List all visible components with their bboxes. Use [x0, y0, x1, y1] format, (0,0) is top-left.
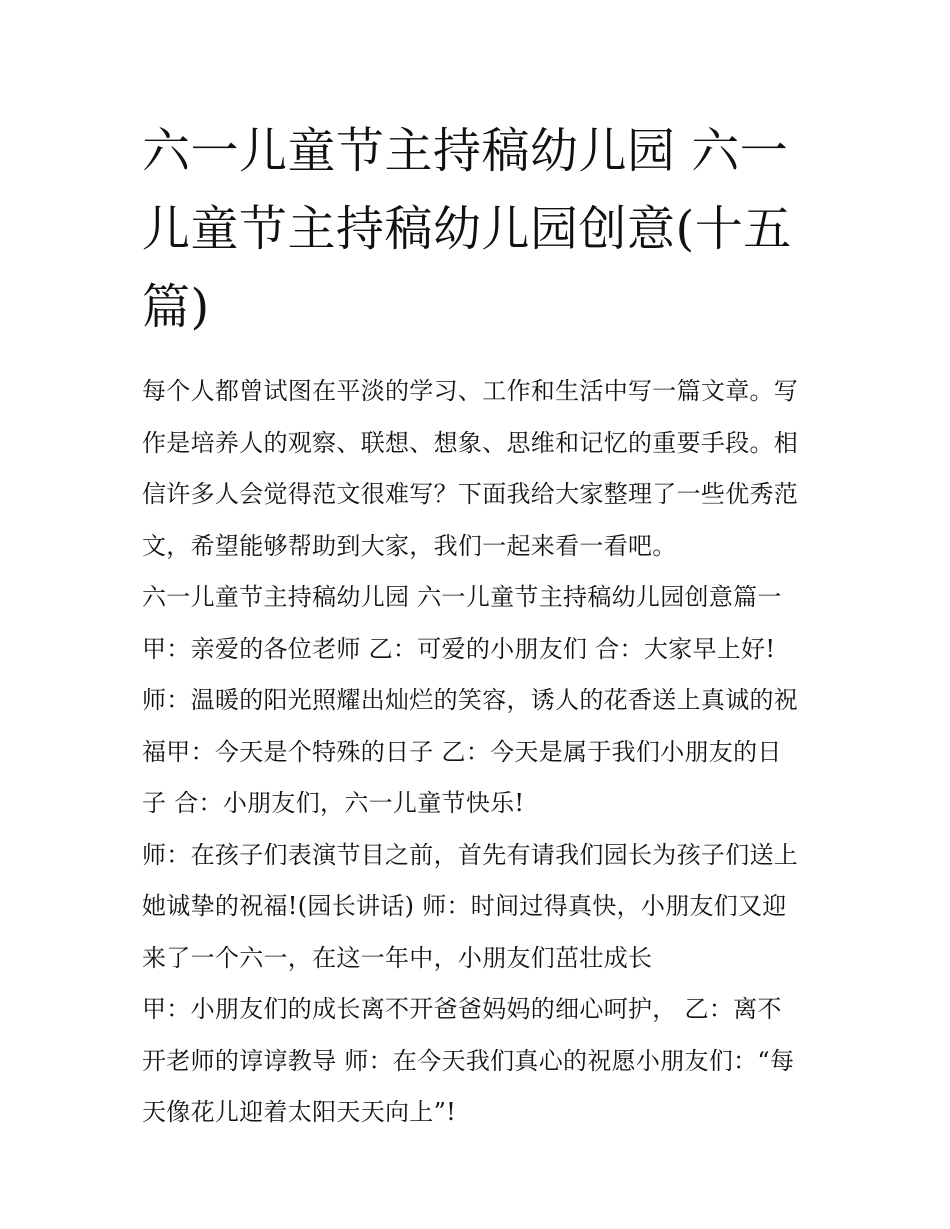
body-line: 开老师的谆谆教导 师：在今天我们真心的祝愿小朋友们：“每 [142, 1046, 795, 1075]
body-line: 信许多人会觉得范文很难写？下面我给大家整理了一些优秀范 [142, 480, 799, 508]
body-line: 子 合：小朋友们，六一儿童节快乐! [142, 789, 525, 817]
body-line: 福甲：今天是个特殊的日子 乙：今天是属于我们小朋友的日 [142, 737, 782, 766]
title-line: 儿童节主持稿幼儿园创意(十五 [142, 201, 792, 257]
body-line: 师：在孩子们表演节目之前，首先有请我们园长为孩子们送上 [142, 840, 799, 869]
body-line: 甲：亲爱的各位老师 乙：可爱的小朋友们 合：大家早上好! [142, 634, 776, 663]
body-line: 文，希望能够帮助到大家，我们一起来看一看吧。 [142, 531, 677, 560]
document-title [142, 112, 814, 346]
body-line: 天像花儿迎着太阳天天向上”! [142, 1098, 457, 1126]
body-line: 作是培养人的观察、联想、想象、思维和记忆的重要手段。相 [142, 428, 799, 457]
title-line: 篇) [142, 279, 210, 335]
body-line: 来了一个六一，在这一年中，小朋友们茁壮成长 [142, 943, 653, 972]
document-body [142, 366, 814, 1139]
body-line: 她诚挚的祝福!(园长讲话) 师：时间过得真快，小朋友们又迎 [142, 892, 787, 920]
body-line: 师：温暖的阳光照耀出灿烂的笑容，诱人的花香送上真诚的祝 [142, 686, 799, 714]
body-line: 每个人都曾试图在平淡的学习、工作和生活中写一篇文章。写 [142, 377, 799, 405]
body-line: 六一儿童节主持稿幼儿园 六一儿童节主持稿幼儿园创意篇一 [142, 583, 782, 611]
body-line: 甲：小朋友们的成长离不开爸爸妈妈的细心呵护， 乙：离不 [142, 995, 782, 1023]
title-line: 六一儿童节主持稿幼儿园 六一 [142, 123, 789, 179]
document-page [142, 112, 814, 1139]
